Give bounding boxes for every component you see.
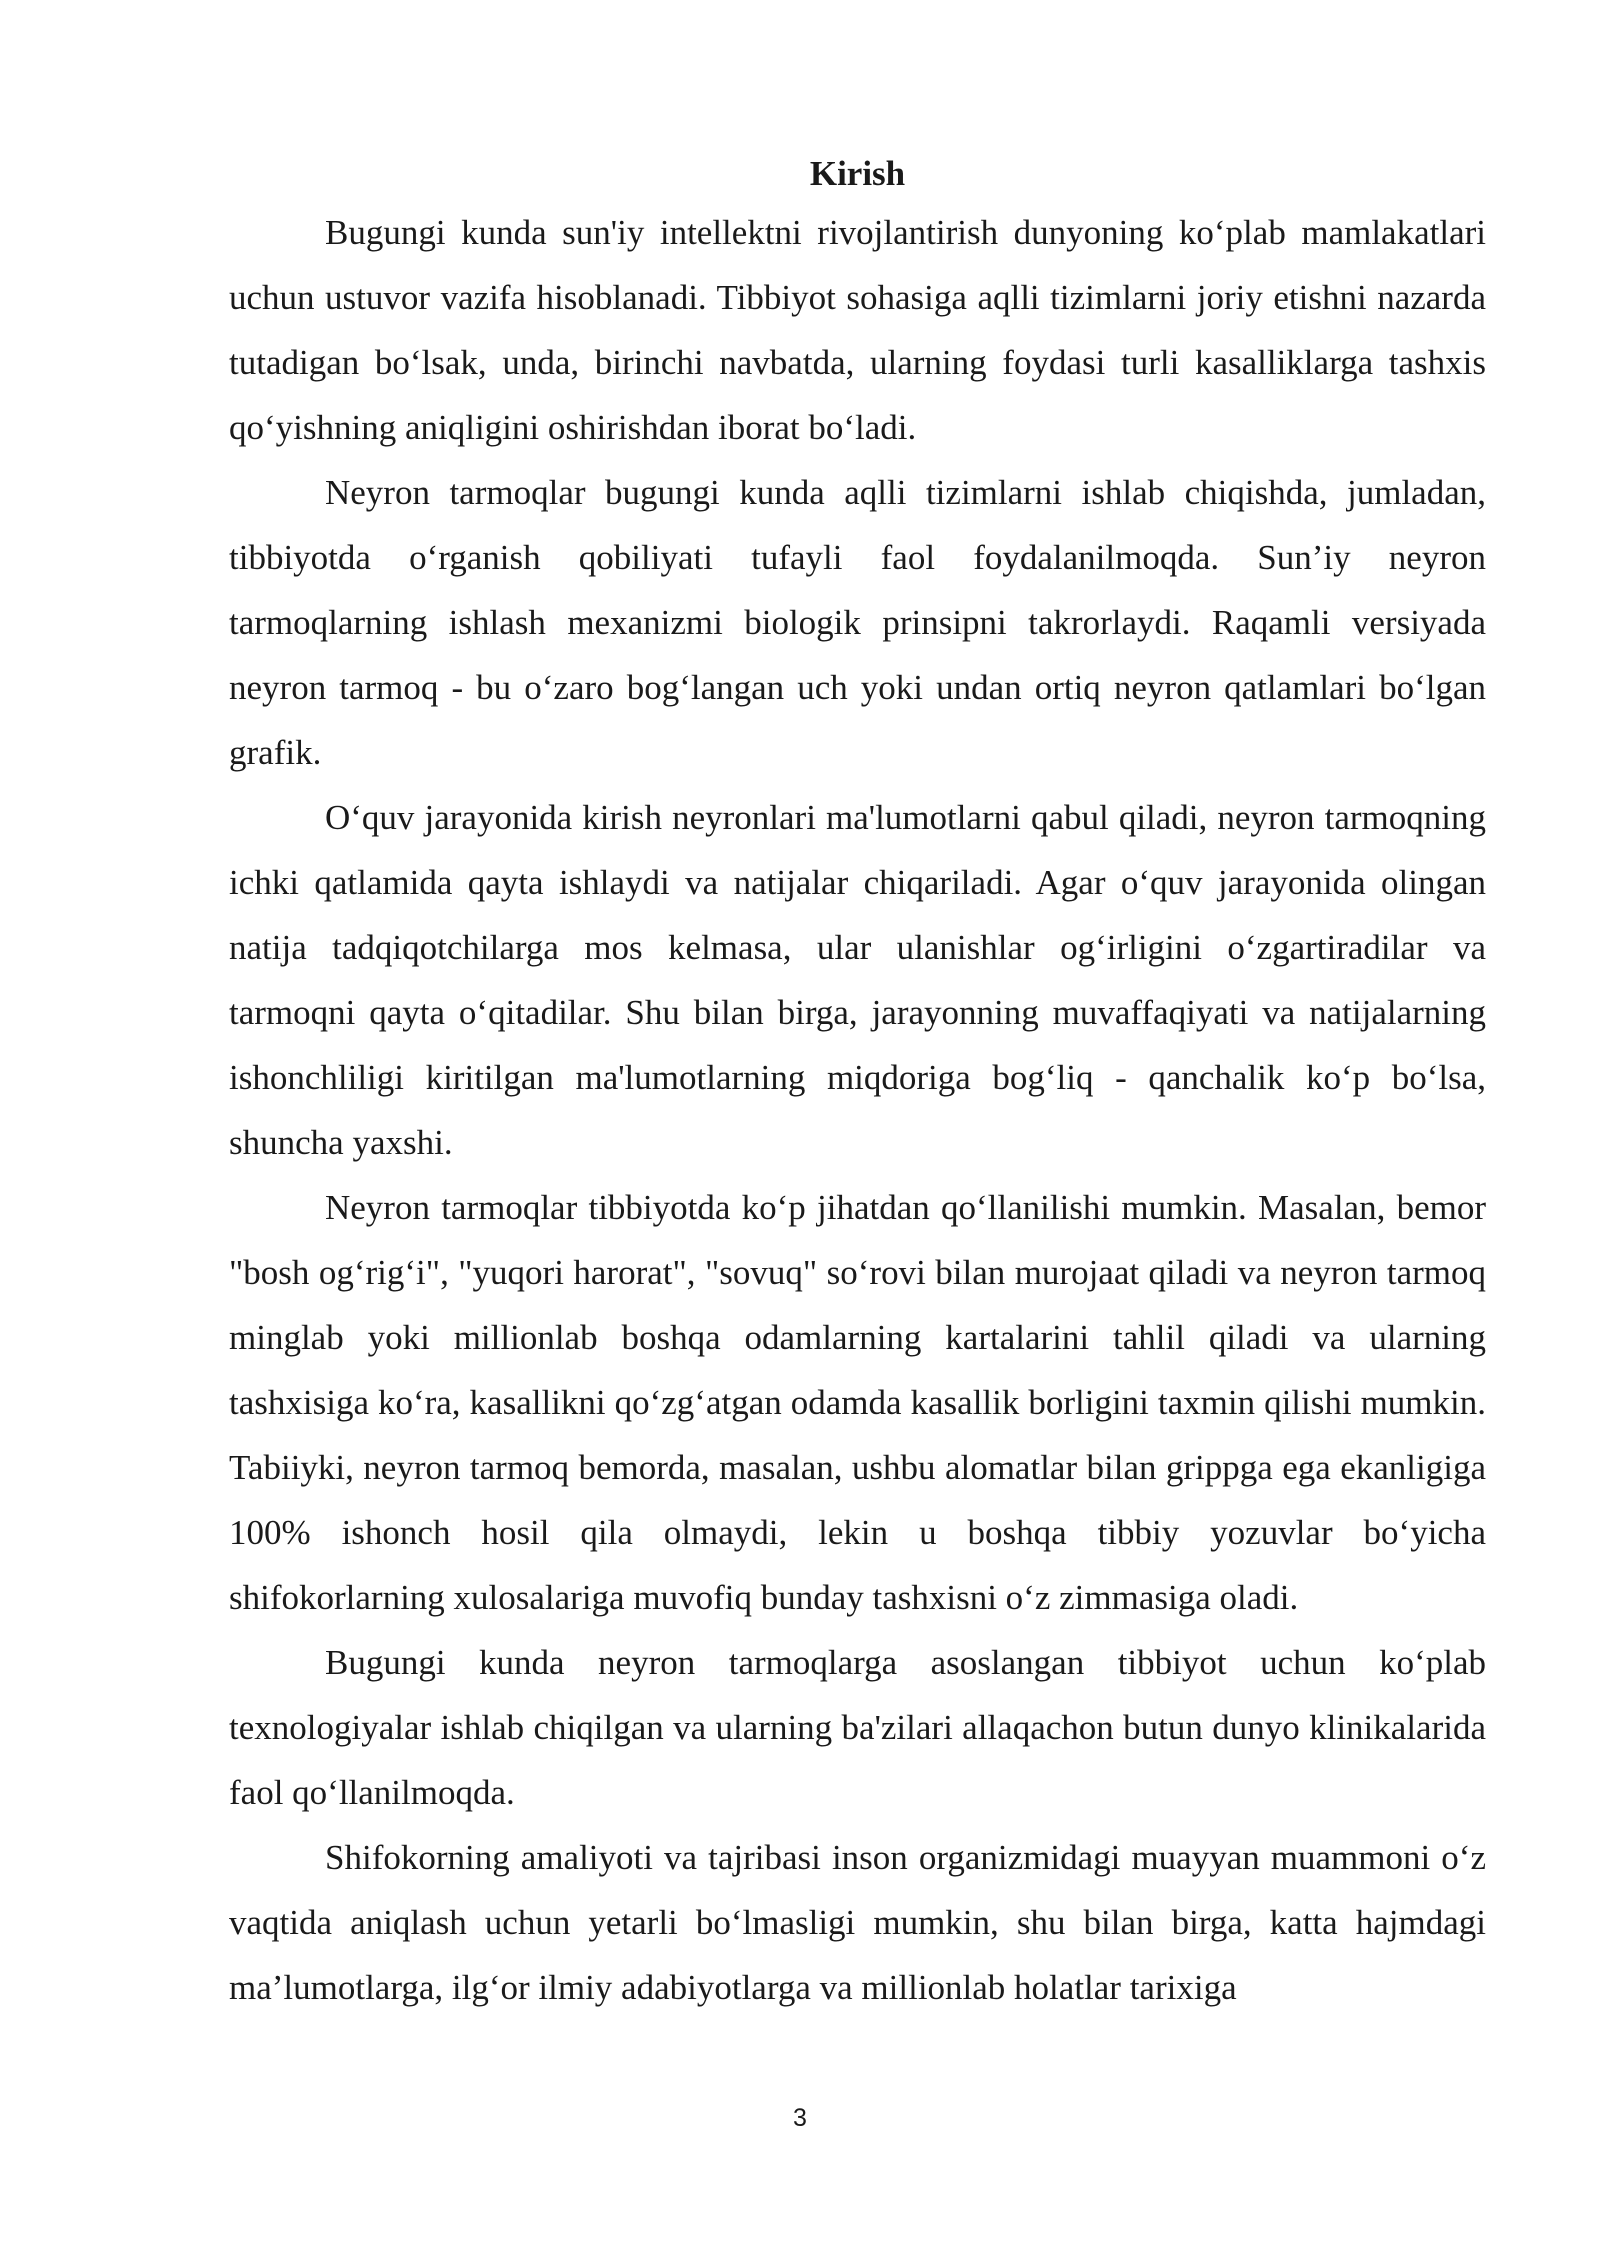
paragraph-1: Bugungi kunda sun'iy intellektni rivojlantirish dunyoning ko‘plab mamlakatlari uchun ustuvor vazifa hisoblanadi. Tibbiyot sohasiga aqlli tizimlarni joriy etishni nazarda tutadigan bo‘lsak, unda, birinchi navbatda, ularning foydasi turli kasalliklarga tashxis qo‘yishning aniqligini oshirishdan iborat bo‘ladi. bbox=[229, 213, 1486, 447]
paragraph-5: Bugungi kunda neyron tarmoqlarga asoslangan tibbiyot uchun ko‘plab texnologiyalar ishlab chiqilgan va ularning ba'zilari allaqachon butun dunyo klinikalarida faol qo‘llanilmoqda. bbox=[229, 1643, 1486, 1812]
paragraph-2: Neyron tarmoqlar bugungi kunda aqlli tizimlarni ishlab chiqishda, jumladan, tibbiyotda o‘rganish qobiliyati tufayli faol foydalanilmoqda. Sun’iy neyron tarmoqlarning ishlash mexanizmi biologik prinsipni takrorlaydi. Raqamli versiyada neyron tarmoq - bu o‘zaro bog‘langan uch yoki undan ortiq neyron qatlamlari bo‘lgan grafik. bbox=[229, 473, 1486, 772]
paragraph-4: Neyron tarmoqlar tibbiyotda ko‘p jihatdan qo‘llanilishi mumkin. Masalan, bemor "bosh og‘rig‘i", "yuqori harorat", "sovuq" so‘rovi bilan murojaat qiladi va neyron tarmoq minglab yoki millionlab boshqa odamlarning kartalarini tahlil qiladi va ularning tashxisiga ko‘ra, kasallikni qo‘zg‘atgan odamda kasallik borligini taxmin qilishi mumkin. Tabiiyki, neyron tarmoq bemorda, masalan, ushbu alomatlar bilan grippga ega ekanligiga 100% ishonch hosil qila olmaydi, lekin u boshqa tibbiy yozuvlar bo‘yicha shifokorlarning xulosalariga muvofiq bunday tashxisni o‘z zimmasiga oladi. bbox=[229, 1188, 1486, 1617]
section-heading: Kirish bbox=[809, 154, 906, 193]
page-content bbox=[229, 148, 1486, 2020]
page-number: 3 bbox=[793, 2104, 807, 2132]
paragraph-3: O‘quv jarayonida kirish neyronlari ma'lumotlarni qabul qiladi, neyron tarmoqning ichki qatlamida qayta ishlaydi va natijalar chiqariladi. Agar o‘quv jarayonida olingan natija tadqiqotchilarga mos kelmasa, ular ulanishlar og‘irligini o‘zgartiradilar va tarmoqni qayta o‘qitadilar. Shu bilan birga, jarayonning muvaffaqiyati va natijalarning ishonchliligi kiritilgan ma'lumotlarning miqdoriga bog‘liq - qanchalik ko‘p bo‘lsa, shuncha yaxshi. bbox=[229, 798, 1486, 1162]
paragraph-6: Shifokorning amaliyoti va tajribasi inson organizmidagi muayyan muammoni o‘z vaqtida aniqlash uchun yetarli bo‘lmasligi mumkin, shu bilan birga, katta hajmdagi ma’lumotlarga, ilg‘or ilmiy adabiyotlarga va millionlab holatlar tarixiga bbox=[229, 1838, 1486, 2007]
